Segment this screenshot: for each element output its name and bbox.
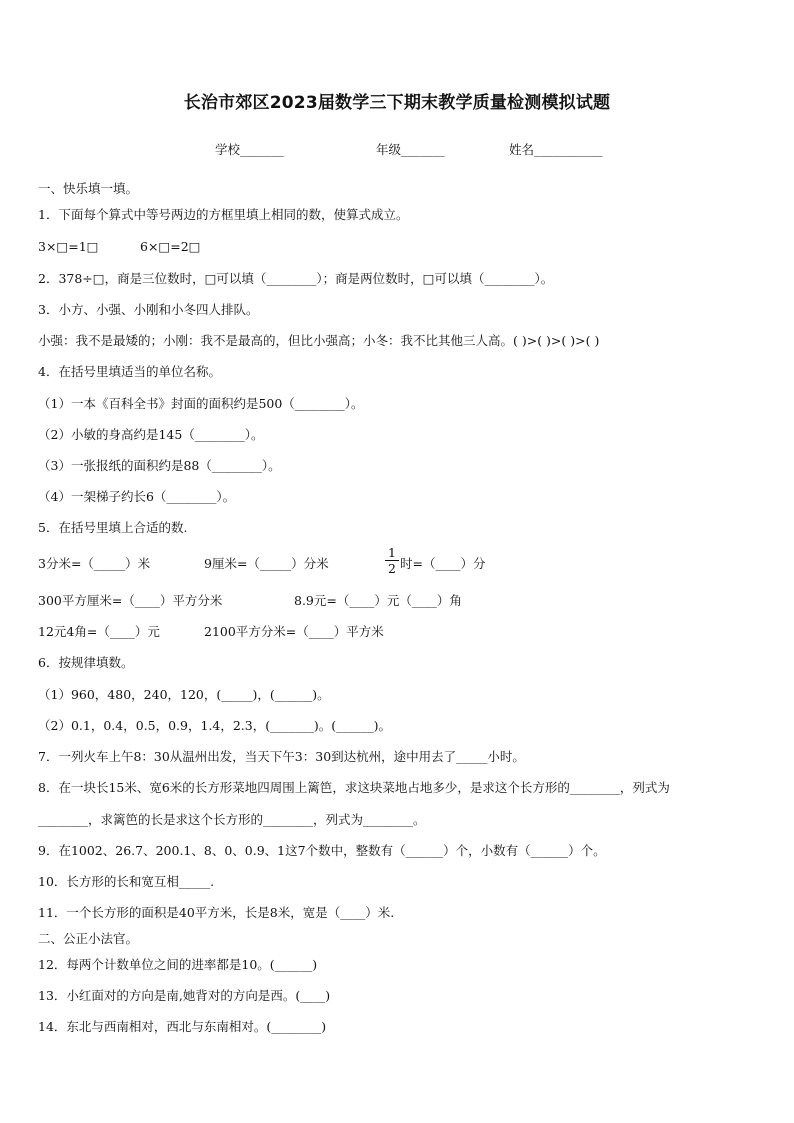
question-5: 5．在括号里填上合适的数. <box>38 520 188 535</box>
school-field: 学校_______ <box>215 142 284 157</box>
question-4: 4．在括号里填适当的单位名称。 <box>38 364 221 379</box>
question-5-item-d: 300平方厘米=（____）平方分米 <box>38 593 223 608</box>
question-8: 8．在一块长15米、宽6米的长方形菜地四周围上篱笆，求这块菜地占地多少，是求这个长方形的________，列式为 <box>38 780 670 795</box>
question-6: 6．按规律填数。 <box>38 655 134 670</box>
question-3: 3．小方、小强、小刚和小冬四人排队。 <box>38 302 259 317</box>
grade-field: 年级_______ <box>376 142 445 157</box>
question-1-equation-b: 6×□=2□ <box>140 239 201 254</box>
question-3-detail: 小强：我不是最矮的；小刚：我不是最高的，但比小强高；小冬：我不比其他三人高。( )>( )>( )>( ) <box>38 333 600 348</box>
question-4-part-3: （3）一张报纸的面积约是88（________）。 <box>38 458 281 473</box>
question-1: 1．下面每个算式中等号两边的方框里填上相同的数，使算式成立。 <box>38 207 409 222</box>
fraction-numerator: 1 <box>385 545 399 561</box>
fraction-denominator: 2 <box>388 561 396 576</box>
question-5-item-g: 2100平方分米=（____）平方米 <box>204 624 384 639</box>
question-9: 9．在1002、26.7、200.1、8、0、0.9、1这7个数中，整数有（______）个，小数有（______）个。 <box>38 843 606 858</box>
question-4-part-2: （2）小敏的身高约是145（________）。 <box>38 427 264 442</box>
question-11: 11．一个长方形的面积是40平方米，长是8米，宽是（____）米. <box>38 905 395 920</box>
question-5-item-a: 3分米=（_____）米 <box>38 556 151 571</box>
question-14: 14．东北与西南相对，西北与东南相对。(________) <box>38 1019 327 1034</box>
question-5-item-c: 时=（____）分 <box>400 556 486 571</box>
question-5-item-f: 12元4角=（____）元 <box>38 624 160 639</box>
question-2: 2．378÷□，商是三位数时，□可以填（________）；商是两位数时，□可以填（________）。 <box>38 271 554 286</box>
question-6-part-1: （1）960，480，240，120，(_____)，(______)。 <box>38 687 330 702</box>
section-heading-1: 一、快乐填一填。 <box>38 181 139 196</box>
question-6-part-2: （2）0.1，0.4，0.5，0.9，1.4，2.3，(_______)。(______)。 <box>38 718 391 733</box>
section-heading-2: 二、公正小法官。 <box>38 931 139 946</box>
question-13: 13．小红面对的方向是南,她背对的方向是西。(____) <box>38 988 331 1003</box>
name-field: 姓名___________ <box>509 142 603 157</box>
question-4-part-1: （1）一本《百科全书》封面的面积约是500（________）。 <box>38 396 364 411</box>
question-5-item-b: 9厘米=（_____）分米 <box>204 556 329 571</box>
question-10: 10．长方形的长和宽互相_____. <box>38 874 215 889</box>
question-5-item-e: 8.9元=（____）元（____）角 <box>294 593 462 608</box>
question-1-equation-a: 3×□=1□ <box>38 239 99 254</box>
question-7: 7．一列火车上午8：30从温州出发，当天下午3：30到达杭州，途中用去了_____小时。 <box>38 749 525 764</box>
page-title: 长治市郊区2023届数学三下期末教学质量检测模拟试题 <box>183 93 611 113</box>
question-12: 12．每两个计数单位之间的进率都是10。(______) <box>38 957 318 972</box>
fraction-one-half <box>385 545 399 576</box>
question-8-continued: ________，求篱笆的长是求这个长方形的________，列式为________。 <box>38 812 426 827</box>
question-4-part-4: （4）一架梯子约长6（________）。 <box>38 489 236 504</box>
